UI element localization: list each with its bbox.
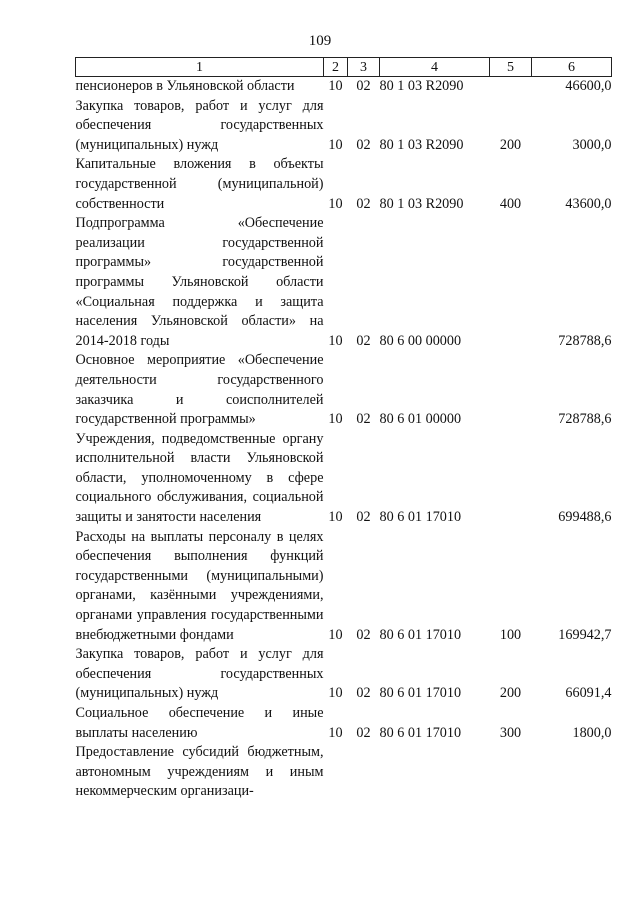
row-section: 10 bbox=[328, 724, 343, 741]
row-expense-type: 200 bbox=[499, 136, 522, 153]
row-description: Подпрограмма «Обеспечение реализации государственной программы» государственной программы Ульяновской области «Социальная поддержка и защита населения Ульяновской области» на 2014-2018 годы bbox=[75, 215, 324, 349]
row-section: 10 bbox=[328, 411, 343, 428]
table-row bbox=[76, 645, 612, 704]
table-header-row bbox=[76, 58, 612, 77]
row-description: пенсионеров в Ульяновской области bbox=[75, 78, 295, 94]
row-target-code: 80 6 01 17010 bbox=[379, 509, 462, 526]
row-description: Учреждения, подведомственные органу исполнительной власти Ульяновской области, уполномоченному в сфере социального обслуживания, социальной защиты и занятости населения bbox=[75, 430, 324, 526]
row-section: 10 bbox=[328, 509, 343, 526]
row-description: Закупка товаров, работ и услуг для обеспечения государственных (муниципальных) нужд bbox=[75, 97, 324, 153]
row-target-code: 80 6 01 17010 bbox=[379, 685, 462, 702]
row-subsection: 02 bbox=[356, 411, 371, 428]
row-description: Основное мероприятие «Обеспечение деятельности государственного заказчика и соисполнителей государственной программы» bbox=[75, 352, 324, 428]
table-row bbox=[76, 155, 612, 214]
budget-table bbox=[75, 57, 612, 802]
row-target-code: 80 1 03 R2090 bbox=[379, 195, 464, 212]
row-target-code: 80 6 01 17010 bbox=[379, 724, 462, 741]
row-amount: 66091,4 bbox=[565, 685, 612, 702]
row-expense-type bbox=[490, 214, 532, 351]
row-subsection: 02 bbox=[356, 724, 371, 741]
row-description: Расходы на выплаты персоналу в целях обеспечения выполнения функций государственными (муниципальными) органами, казёнными учреждениями, органами управления государственными внебюджетными фондами bbox=[75, 528, 324, 643]
table-row bbox=[76, 528, 612, 646]
table-row bbox=[76, 214, 612, 351]
row-subsection: 02 bbox=[356, 332, 371, 349]
row-expense-type bbox=[490, 351, 532, 429]
table-row bbox=[76, 743, 612, 802]
row-subsection: 02 bbox=[356, 509, 371, 526]
table-row bbox=[76, 351, 612, 429]
row-section: 10 bbox=[328, 136, 343, 153]
row-amount: 43600,0 bbox=[565, 195, 612, 212]
row-amount: 1800,0 bbox=[572, 724, 612, 741]
table-row bbox=[76, 77, 612, 97]
header-col-1: 1 bbox=[76, 58, 324, 77]
row-expense-type: 100 bbox=[499, 626, 522, 643]
table-row bbox=[76, 704, 612, 743]
header-col-5: 5 bbox=[490, 58, 532, 77]
row-expense-type bbox=[490, 430, 532, 528]
row-expense-type: 300 bbox=[499, 724, 522, 741]
row-amount: 169942,7 bbox=[558, 626, 612, 643]
row-target-code: 80 6 01 00000 bbox=[379, 411, 462, 428]
row-amount: 728788,6 bbox=[558, 411, 612, 428]
row-section: 10 bbox=[328, 332, 343, 349]
row-subsection: 02 bbox=[356, 626, 371, 643]
row-amount: 46600,0 bbox=[565, 78, 612, 94]
row-subsection: 02 bbox=[356, 136, 371, 153]
row-target-code: 80 1 03 R2090 bbox=[379, 78, 464, 94]
row-section: 10 bbox=[328, 195, 343, 212]
row-expense-type: 200 bbox=[499, 685, 522, 702]
row-amount: 699488,6 bbox=[558, 509, 612, 526]
row-description: Предоставление субсидий бюджетным, автономным учреждениям и иным некоммерческим организаци- bbox=[75, 744, 324, 800]
row-amount: 3000,0 bbox=[572, 136, 612, 153]
row-description: Социальное обеспечение и иные выплаты населению bbox=[75, 705, 324, 741]
table-row bbox=[76, 430, 612, 528]
header-col-2: 2 bbox=[324, 58, 348, 77]
row-amount bbox=[532, 743, 612, 802]
row-section: 10 bbox=[328, 78, 343, 94]
row-description: Закупка товаров, работ и услуг для обеспечения государственных (муниципальных) нужд bbox=[75, 646, 324, 702]
row-section bbox=[324, 743, 348, 802]
header-col-4: 4 bbox=[380, 58, 490, 77]
row-target-code bbox=[380, 743, 490, 802]
header-col-3: 3 bbox=[348, 58, 380, 77]
row-subsection: 02 bbox=[356, 685, 371, 702]
row-target-code: 80 6 00 00000 bbox=[379, 332, 462, 349]
row-target-code: 80 6 01 17010 bbox=[379, 626, 462, 643]
row-amount: 728788,6 bbox=[558, 332, 612, 349]
page-number: 109 bbox=[308, 33, 332, 49]
row-description: Капитальные вложения в объекты государственной (муниципальной) собственности bbox=[75, 156, 324, 212]
table-row bbox=[76, 97, 612, 156]
row-target-code: 80 1 03 R2090 bbox=[379, 136, 464, 153]
row-expense-type bbox=[490, 743, 532, 802]
header-col-6: 6 bbox=[532, 58, 612, 77]
row-expense-type bbox=[490, 77, 532, 97]
row-expense-type: 400 bbox=[499, 195, 522, 212]
row-subsection: 02 bbox=[356, 195, 371, 212]
row-section: 10 bbox=[328, 685, 343, 702]
row-subsection bbox=[348, 743, 380, 802]
row-subsection: 02 bbox=[356, 78, 371, 94]
row-section: 10 bbox=[328, 626, 343, 643]
